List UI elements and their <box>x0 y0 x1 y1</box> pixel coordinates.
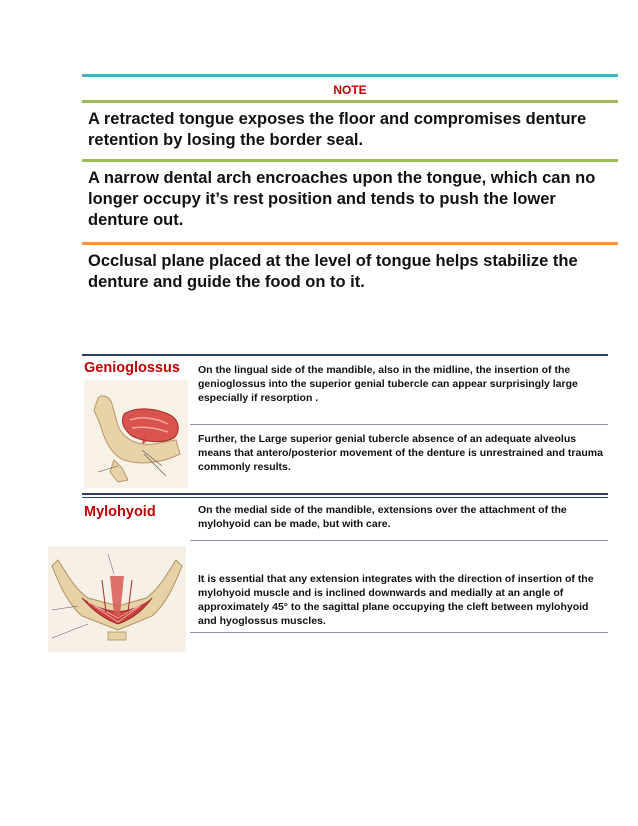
mylohyoid-bottom-line <box>190 632 608 633</box>
genioglossus-top-line <box>82 354 608 356</box>
mylohyoid-image <box>48 546 186 652</box>
genioglossus-text-1: On the lingual side of the mandible, also in the midline, the insertion of the genioglossus into the superior genial tubercle can appear surprisingly large especially if resorption . <box>198 364 578 404</box>
mandible-genioglossus-icon <box>84 380 188 488</box>
note-paragraph-2: A narrow dental arch encroaches upon the tongue, which can no longer occupy it’s rest position and tends to push the lower denture out. <box>88 169 596 229</box>
genioglossus-image <box>84 380 188 488</box>
note-paragraph-3: Occlusal plane placed at the level of tongue helps stabilize the denture and guide the food on to it. <box>88 252 578 291</box>
genioglossus-title: Genioglossus <box>84 360 180 376</box>
note-box <box>82 74 618 305</box>
note-top-rule <box>82 74 618 77</box>
mylohyoid-muscle-icon <box>48 546 186 652</box>
mylohyoid-title: Mylohyoid <box>84 504 156 520</box>
genioglossus-bottom-line <box>82 493 608 495</box>
note-paragraph-1: A retracted tongue exposes the floor and compromises denture retention by losing the border seal. <box>88 110 587 149</box>
genioglossus-text-2: Further, the Large superior genial tubercle absence of an adequate alveolus means that antero/posterior movement of the denture is unrestrained and trauma commonly results. <box>198 433 603 473</box>
mylohyoid-mid-line <box>190 540 608 541</box>
mylohyoid-text-2: It is essential that any extension integrates with the direction of insertion of the mylohyoid muscle and is inclined downwards and medially at an angle of approximately 45° to the sagittal plane occupying the cleft between mylohyoid and hyoglossus muscles. <box>198 573 594 627</box>
genioglossus-mid-line <box>190 424 608 425</box>
mylohyoid-text-1: On the medial side of the mandible, extensions over the attachment of the mylohyoid can be made, but with care. <box>198 504 567 530</box>
mylohyoid-top-line <box>82 497 608 498</box>
note-title: NOTE <box>333 83 367 97</box>
